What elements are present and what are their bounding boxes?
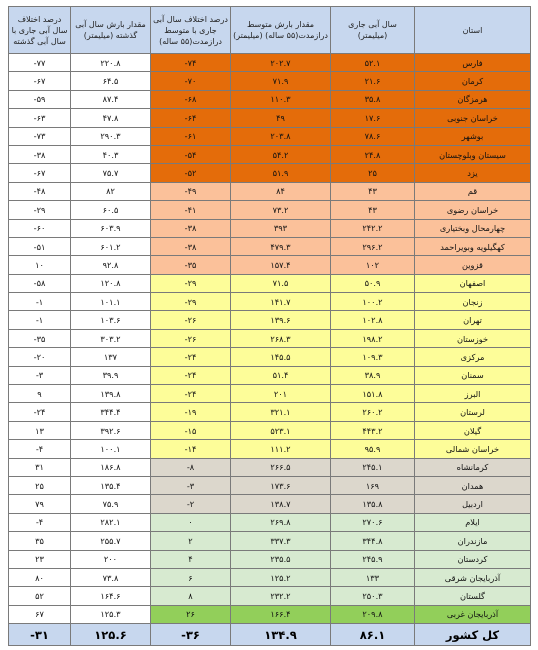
- last-year-cell: ۶۰۳.۹: [71, 219, 151, 237]
- header-long-term-average: مقدار بارش متوسط درازمدت(۵۵ ساله) (میلیمتر): [231, 7, 331, 54]
- last-year-cell: ۲۰۰: [71, 550, 151, 568]
- long-term-average-cell: ۱۴۵.۵: [231, 348, 331, 366]
- province-cell: اصفهان: [415, 274, 531, 292]
- table-row: [9, 219, 531, 237]
- current-year-cell: ۳۵.۸: [331, 90, 415, 108]
- province-cell: کرمان: [415, 72, 531, 90]
- diff-last-year-cell: ۸۰: [9, 568, 71, 586]
- current-year-cell: ۲۵: [331, 164, 415, 182]
- last-year-cell: ۱۲۵.۳: [71, 605, 151, 623]
- diff-average-cell: -۲۴: [151, 385, 231, 403]
- last-year-cell: ۱۰۳.۶: [71, 311, 151, 329]
- long-term-average-cell: ۲۰۳.۸: [231, 127, 331, 145]
- last-year-cell: ۱۳۹.۸: [71, 385, 151, 403]
- diff-average-cell: -۷۴: [151, 54, 231, 72]
- province-cell: گیلان: [415, 421, 531, 439]
- long-term-average-cell: ۲۰۱: [231, 385, 331, 403]
- diff-last-year-cell: ۷۹: [9, 495, 71, 513]
- last-year-cell: ۲۹۰.۳: [71, 127, 151, 145]
- last-year-cell: ۷۳.۸: [71, 568, 151, 586]
- diff-average-cell: ۴: [151, 550, 231, 568]
- diff-average-cell: ۶: [151, 568, 231, 586]
- table-row: [9, 513, 531, 531]
- table-row: [9, 90, 531, 108]
- province-cell: مرکزی: [415, 348, 531, 366]
- current-year-cell: ۵۰.۹: [331, 274, 415, 292]
- diff-average-cell: -۲۴: [151, 366, 231, 384]
- last-year-cell: ۲۲۰.۸: [71, 54, 151, 72]
- province-cell: قم: [415, 182, 531, 200]
- table-row: [9, 550, 531, 568]
- table-row: [9, 293, 531, 311]
- diff-last-year-cell: -۶۳: [9, 109, 71, 127]
- diff-last-year-cell: -۳: [9, 366, 71, 384]
- current-year-cell: ۷۸.۶: [331, 127, 415, 145]
- current-year-cell: ۱۰۰.۲: [331, 293, 415, 311]
- long-term-average-cell: ۲۳۵.۵: [231, 550, 331, 568]
- province-cell: یزد: [415, 164, 531, 182]
- table-row: [9, 237, 531, 255]
- province-cell: مازندران: [415, 532, 531, 550]
- province-cell: ایلام: [415, 513, 531, 531]
- table-row: [9, 348, 531, 366]
- last-year-cell: ۸۲: [71, 182, 151, 200]
- table-row: [9, 403, 531, 421]
- last-year-cell: ۱۳۵.۴: [71, 476, 151, 494]
- diff-average-cell: -۶۱: [151, 127, 231, 145]
- current-year-cell: ۱۵۱.۸: [331, 385, 415, 403]
- province-cell: سمنان: [415, 366, 531, 384]
- long-term-average-cell: ۷۱.۵: [231, 274, 331, 292]
- current-year-cell: ۲۴۵.۱: [331, 458, 415, 476]
- diff-last-year-cell: -۲۴: [9, 403, 71, 421]
- table-body: [9, 54, 531, 624]
- diff-last-year-cell: -۵۱: [9, 237, 71, 255]
- province-cell: فارس: [415, 54, 531, 72]
- current-year-cell: ۳۴۴.۸: [331, 532, 415, 550]
- long-term-average-cell: ۳۲۱.۱: [231, 403, 331, 421]
- total-current: ۸۶.۱: [331, 624, 415, 646]
- long-term-average-cell: ۱۳۹.۶: [231, 311, 331, 329]
- long-term-average-cell: ۷۱.۹: [231, 72, 331, 90]
- long-term-average-cell: ۷۳.۲: [231, 201, 331, 219]
- current-year-cell: ۱۹۸.۲: [331, 329, 415, 347]
- current-year-cell: ۹۵.۹: [331, 440, 415, 458]
- diff-last-year-cell: -۶۷: [9, 72, 71, 90]
- table-row: [9, 440, 531, 458]
- province-cell: تهران: [415, 311, 531, 329]
- total-average: ۱۳۴.۹: [231, 624, 331, 646]
- total-diff-average: -۳۶: [151, 624, 231, 646]
- diff-average-cell: -۲۹: [151, 274, 231, 292]
- province-cell: کردستان: [415, 550, 531, 568]
- province-cell: لرستان: [415, 403, 531, 421]
- current-year-cell: ۲۴۲.۲: [331, 219, 415, 237]
- last-year-cell: ۳۹.۹: [71, 366, 151, 384]
- table-row: [9, 495, 531, 513]
- current-year-cell: ۲۵۰.۳: [331, 587, 415, 605]
- province-cell: خراسان رضوی: [415, 201, 531, 219]
- table-row: [9, 164, 531, 182]
- table-row: [9, 476, 531, 494]
- diff-last-year-cell: ۵۲: [9, 587, 71, 605]
- long-term-average-cell: ۵۱.۴: [231, 366, 331, 384]
- long-term-average-cell: ۴۷۹.۳: [231, 237, 331, 255]
- province-cell: چهارمحال وبختیاری: [415, 219, 531, 237]
- diff-last-year-cell: -۵۸: [9, 274, 71, 292]
- header-last-year: مقدار بارش سال آبی گذشته (میلیمتر): [71, 7, 151, 54]
- long-term-average-cell: ۱۱۱.۲: [231, 440, 331, 458]
- table-row: [9, 145, 531, 163]
- diff-average-cell: -۱۵: [151, 421, 231, 439]
- diff-average-cell: -۷۰: [151, 72, 231, 90]
- header-current-year: سال آبی جاری (میلیمتر): [331, 7, 415, 54]
- province-cell: زنجان: [415, 293, 531, 311]
- long-term-average-cell: ۵۴.۲: [231, 145, 331, 163]
- province-cell: آذربایجان شرقی: [415, 568, 531, 586]
- last-year-cell: ۴۷.۸: [71, 109, 151, 127]
- diff-average-cell: ۸: [151, 587, 231, 605]
- long-term-average-cell: ۱۷۳.۶: [231, 476, 331, 494]
- diff-average-cell: -۲: [151, 495, 231, 513]
- table-row: [9, 201, 531, 219]
- current-year-cell: ۳۸.۹: [331, 366, 415, 384]
- province-cell: هرمزگان: [415, 90, 531, 108]
- current-year-cell: ۲۴۵.۹: [331, 550, 415, 568]
- last-year-cell: ۶۰۱.۲: [71, 237, 151, 255]
- last-year-cell: ۷۵.۹: [71, 495, 151, 513]
- diff-last-year-cell: -۵۹: [9, 90, 71, 108]
- current-year-cell: ۲۹۶.۲: [331, 237, 415, 255]
- table-row: [9, 109, 531, 127]
- province-cell: اردبیل: [415, 495, 531, 513]
- current-year-cell: ۱۷.۶: [331, 109, 415, 127]
- last-year-cell: ۳۹۲.۶: [71, 421, 151, 439]
- current-year-cell: ۱۰۲: [331, 256, 415, 274]
- last-year-cell: ۳۰۳.۲: [71, 329, 151, 347]
- long-term-average-cell: ۴۹: [231, 109, 331, 127]
- diff-last-year-cell: -۱: [9, 311, 71, 329]
- diff-average-cell: ۲۶: [151, 605, 231, 623]
- long-term-average-cell: ۲۳۲.۲: [231, 587, 331, 605]
- current-year-cell: ۱۳۳: [331, 568, 415, 586]
- last-year-cell: ۱۳۷: [71, 348, 151, 366]
- current-year-cell: ۴۳: [331, 201, 415, 219]
- header-diff-with-last-year: درصد اختلاف سال آبی جاری با سال آبی گذشته: [9, 7, 71, 54]
- last-year-cell: ۹۲.۸: [71, 256, 151, 274]
- table-row: [9, 421, 531, 439]
- diff-last-year-cell: -۳۸: [9, 145, 71, 163]
- table-row: [9, 72, 531, 90]
- table-row: [9, 329, 531, 347]
- total-diff-last-year: -۳۱: [9, 624, 71, 646]
- diff-average-cell: -۵۴: [151, 145, 231, 163]
- current-year-cell: ۴۳: [331, 182, 415, 200]
- long-term-average-cell: ۱۱۰.۳: [231, 90, 331, 108]
- table-row: [9, 587, 531, 605]
- diff-last-year-cell: -۶۷: [9, 164, 71, 182]
- long-term-average-cell: ۵۲۳.۱: [231, 421, 331, 439]
- diff-average-cell: -۲۴: [151, 348, 231, 366]
- province-cell: خوزستان: [415, 329, 531, 347]
- last-year-cell: ۱۸۶.۸: [71, 458, 151, 476]
- current-year-cell: ۱۰۹.۳: [331, 348, 415, 366]
- table-row: [9, 182, 531, 200]
- diff-last-year-cell: -۴۸: [9, 182, 71, 200]
- last-year-cell: ۶۴.۵: [71, 72, 151, 90]
- diff-average-cell: -۲۶: [151, 311, 231, 329]
- total-last-year: ۱۲۵.۶: [71, 624, 151, 646]
- current-year-cell: ۲۷۰.۶: [331, 513, 415, 531]
- current-year-cell: ۲۰۹.۸: [331, 605, 415, 623]
- diff-average-cell: -۴۹: [151, 182, 231, 200]
- province-cell: بوشهر: [415, 127, 531, 145]
- diff-average-cell: -۸: [151, 458, 231, 476]
- table-row: [9, 127, 531, 145]
- diff-last-year-cell: -۷۳: [9, 127, 71, 145]
- diff-average-cell: -۳۵: [151, 256, 231, 274]
- last-year-cell: ۳۴۴.۴: [71, 403, 151, 421]
- table-row: [9, 532, 531, 550]
- long-term-average-cell: ۱۵۷.۴: [231, 256, 331, 274]
- header-province: استان: [415, 7, 531, 54]
- table-row: [9, 568, 531, 586]
- last-year-cell: ۷۵.۷: [71, 164, 151, 182]
- precipitation-table-container: [8, 6, 530, 646]
- long-term-average-cell: ۳۳۷.۳: [231, 532, 331, 550]
- long-term-average-cell: ۲۰۲.۷: [231, 54, 331, 72]
- diff-last-year-cell: -۳۵: [9, 329, 71, 347]
- last-year-cell: ۲۸۲.۱: [71, 513, 151, 531]
- long-term-average-cell: ۵۱.۹: [231, 164, 331, 182]
- last-year-cell: ۱۲۰.۸: [71, 274, 151, 292]
- long-term-average-cell: ۳۹۳: [231, 219, 331, 237]
- province-cell: کرمانشاه: [415, 458, 531, 476]
- table-row: [9, 385, 531, 403]
- diff-last-year-cell: -۲۰: [9, 348, 71, 366]
- diff-last-year-cell: ۳۵: [9, 532, 71, 550]
- diff-last-year-cell: -۷۷: [9, 54, 71, 72]
- total-label: کل کشور: [415, 624, 531, 646]
- diff-average-cell: -۶۸: [151, 90, 231, 108]
- diff-last-year-cell: -۶۰: [9, 219, 71, 237]
- current-year-cell: ۱۰۲.۸: [331, 311, 415, 329]
- long-term-average-cell: ۱۲۵.۲: [231, 568, 331, 586]
- current-year-cell: ۴۴۳.۲: [331, 421, 415, 439]
- last-year-cell: ۴۰.۳: [71, 145, 151, 163]
- table-row: [9, 605, 531, 623]
- diff-last-year-cell: ۶۷: [9, 605, 71, 623]
- last-year-cell: ۶۰.۵: [71, 201, 151, 219]
- long-term-average-cell: ۲۶۸.۳: [231, 329, 331, 347]
- diff-last-year-cell: ۹: [9, 385, 71, 403]
- diff-average-cell: -۳: [151, 476, 231, 494]
- diff-average-cell: -۴۱: [151, 201, 231, 219]
- table-row: [9, 274, 531, 292]
- diff-average-cell: -۳۸: [151, 219, 231, 237]
- last-year-cell: ۲۵۵.۷: [71, 532, 151, 550]
- header-row: [9, 7, 531, 54]
- diff-last-year-cell: -۲۹: [9, 201, 71, 219]
- long-term-average-cell: ۲۶۶.۵: [231, 458, 331, 476]
- diff-average-cell: ۰: [151, 513, 231, 531]
- diff-last-year-cell: ۲۳: [9, 550, 71, 568]
- current-year-cell: ۱۳۵.۸: [331, 495, 415, 513]
- last-year-cell: ۱۰۱.۱: [71, 293, 151, 311]
- diff-last-year-cell: -۴: [9, 440, 71, 458]
- diff-average-cell: -۲۶: [151, 329, 231, 347]
- province-cell: آذربایجان غربی: [415, 605, 531, 623]
- current-year-cell: ۵۲.۱: [331, 54, 415, 72]
- diff-average-cell: -۲۹: [151, 293, 231, 311]
- diff-average-cell: ۲: [151, 532, 231, 550]
- diff-last-year-cell: ۳۱: [9, 458, 71, 476]
- long-term-average-cell: ۲۶۹.۸: [231, 513, 331, 531]
- current-year-cell: ۲۶۰.۲: [331, 403, 415, 421]
- header-diff-with-average: درصد اختلاف سال آبی جاری با متوسط درازمدت(۵۵ ساله): [151, 7, 231, 54]
- table-row: [9, 311, 531, 329]
- last-year-cell: ۱۶۴.۶: [71, 587, 151, 605]
- province-cell: سیستان وبلوچستان: [415, 145, 531, 163]
- province-cell: البرز: [415, 385, 531, 403]
- diff-last-year-cell: ۱۳: [9, 421, 71, 439]
- last-year-cell: ۱۰۰.۱: [71, 440, 151, 458]
- diff-average-cell: -۵۲: [151, 164, 231, 182]
- province-cell: همدان: [415, 476, 531, 494]
- province-cell: کهگیلویه وبویراحمد: [415, 237, 531, 255]
- total-row: [9, 624, 531, 646]
- long-term-average-cell: ۱۴۱.۷: [231, 293, 331, 311]
- table-row: [9, 256, 531, 274]
- province-cell: قزوین: [415, 256, 531, 274]
- diff-last-year-cell: -۴: [9, 513, 71, 531]
- long-term-average-cell: ۱۶۶.۴: [231, 605, 331, 623]
- precipitation-table: [8, 6, 531, 646]
- current-year-cell: ۲۴.۸: [331, 145, 415, 163]
- diff-last-year-cell: ۱۰: [9, 256, 71, 274]
- diff-average-cell: -۶۴: [151, 109, 231, 127]
- current-year-cell: ۲۱.۶: [331, 72, 415, 90]
- diff-average-cell: -۱۹: [151, 403, 231, 421]
- table-row: [9, 366, 531, 384]
- province-cell: گلستان: [415, 587, 531, 605]
- current-year-cell: ۱۶۹: [331, 476, 415, 494]
- long-term-average-cell: ۸۴: [231, 182, 331, 200]
- province-cell: خراسان جنوبی: [415, 109, 531, 127]
- long-term-average-cell: ۱۳۸.۷: [231, 495, 331, 513]
- diff-last-year-cell: -۱: [9, 293, 71, 311]
- diff-last-year-cell: ۲۵: [9, 476, 71, 494]
- table-row: [9, 54, 531, 72]
- last-year-cell: ۸۷.۴: [71, 90, 151, 108]
- diff-average-cell: -۳۸: [151, 237, 231, 255]
- diff-average-cell: -۱۴: [151, 440, 231, 458]
- table-row: [9, 458, 531, 476]
- province-cell: خراسان شمالی: [415, 440, 531, 458]
